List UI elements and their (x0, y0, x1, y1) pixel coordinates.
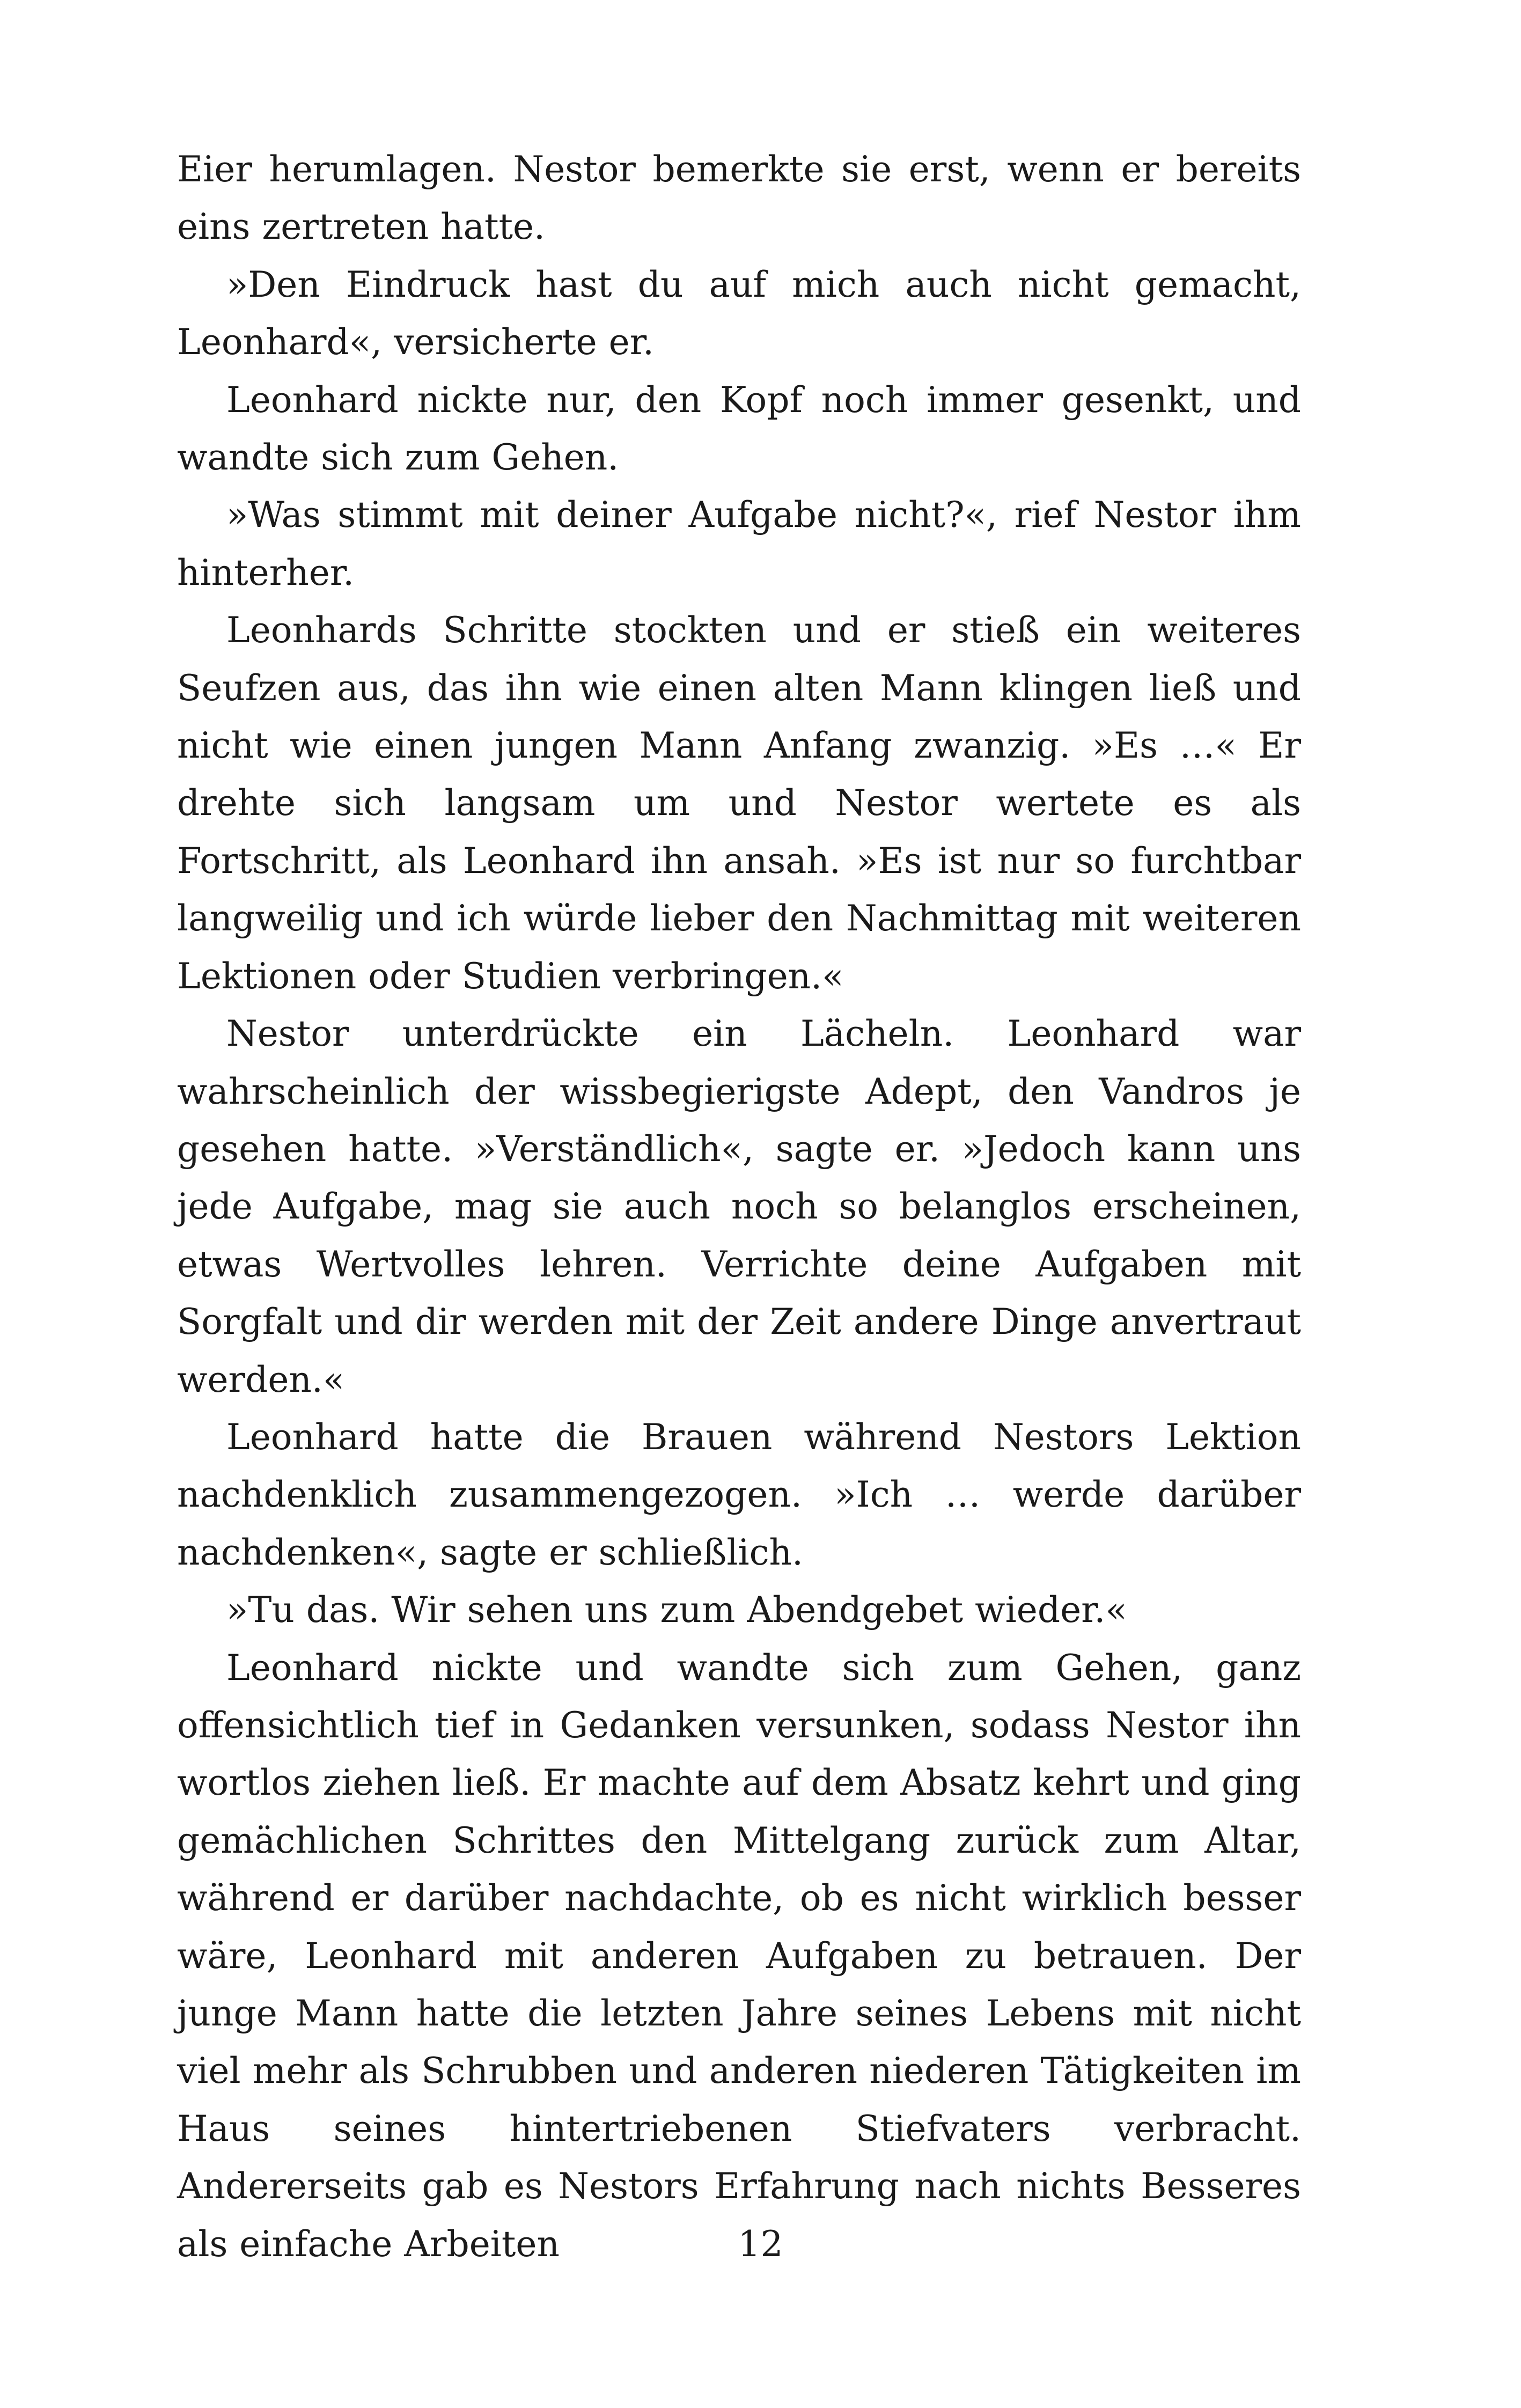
paragraph: »Den Eindruck hast du auf mich auch nicht gemacht, Leonhard«, versicherte er. (177, 263, 1301, 363)
paragraph: Leonhards Schritte stockten und er stieß ein weiteres Seufzen aus, das ihn wie einen alten Mann klingen ließ und nicht wie einen jungen Mann Anfang zwanzig. »Es …« Er drehte sich langsam um und Nestor wertete es als Fortschritt, als Leonhard ihn ansah. »Es ist nur so furchtbar langweilig und ich würde lieber den Nachmittag mit weiteren Lektionen oder Studien verbringen.« (177, 610, 1301, 997)
paragraph: Leonhard hatte die Brauen während Nestors Lektion nachdenklich zusammengezogen. »Ich … werde darüber nachdenken«, sagte er schließlich. (177, 1416, 1301, 1573)
body-text (177, 141, 1301, 2273)
paragraph: »Tu das. Wir sehen uns zum Abendgebet wieder.« (226, 1589, 1127, 1631)
paragraph: Leonhard nickte und wandte sich zum Gehen, ganz offensichtlich tief in Gedanken versunken, sodass Nestor ihn wortlos ziehen ließ. Er machte auf dem Absatz kehrt und ging gemächlichen Schrittes den Mittelgang zurück zum Altar, während er darüber nachdachte, ob es nicht wirklich besser wäre, Leonhard mit anderen Aufgaben zu betrauen. Der junge Mann hatte die letzten Jahre seines Lebens mit nicht viel mehr als Schrubben und anderen niederen Tätigkeiten im Haus seines hintertriebenen Stiefvaters verbracht. Andererseits gab es Nestors Erfahrung nach nichts Besseres als einfache Arbeiten (177, 1647, 1301, 2265)
paragraph: »Was stimmt mit deiner Aufgabe nicht?«, rief Nestor ihm hinterher. (177, 494, 1301, 593)
paragraph: Eier herumlagen. Nestor bemerkte sie erst, wenn er bereits eins zertreten hatte. (177, 149, 1301, 248)
paragraph: Nestor unterdrückte ein Lächeln. Leonhard war wahrscheinlich der wissbegierigste Adept, den Vandros je gesehen hatte. »Verständlich«, sagte er. »Jedoch kann uns jede Aufgabe, mag sie auch noch so belanglos erscheinen, etwas Wertvolles lehren. Verrichte deine Aufgaben mit Sorgfalt und dir werden mit der Zeit andere Dinge anvertraut werden.« (177, 1013, 1301, 1400)
page-number: 12 (738, 2223, 783, 2265)
paragraph: Leonhard nickte nur, den Kopf noch immer gesenkt, und wandte sich zum Gehen. (177, 379, 1301, 479)
